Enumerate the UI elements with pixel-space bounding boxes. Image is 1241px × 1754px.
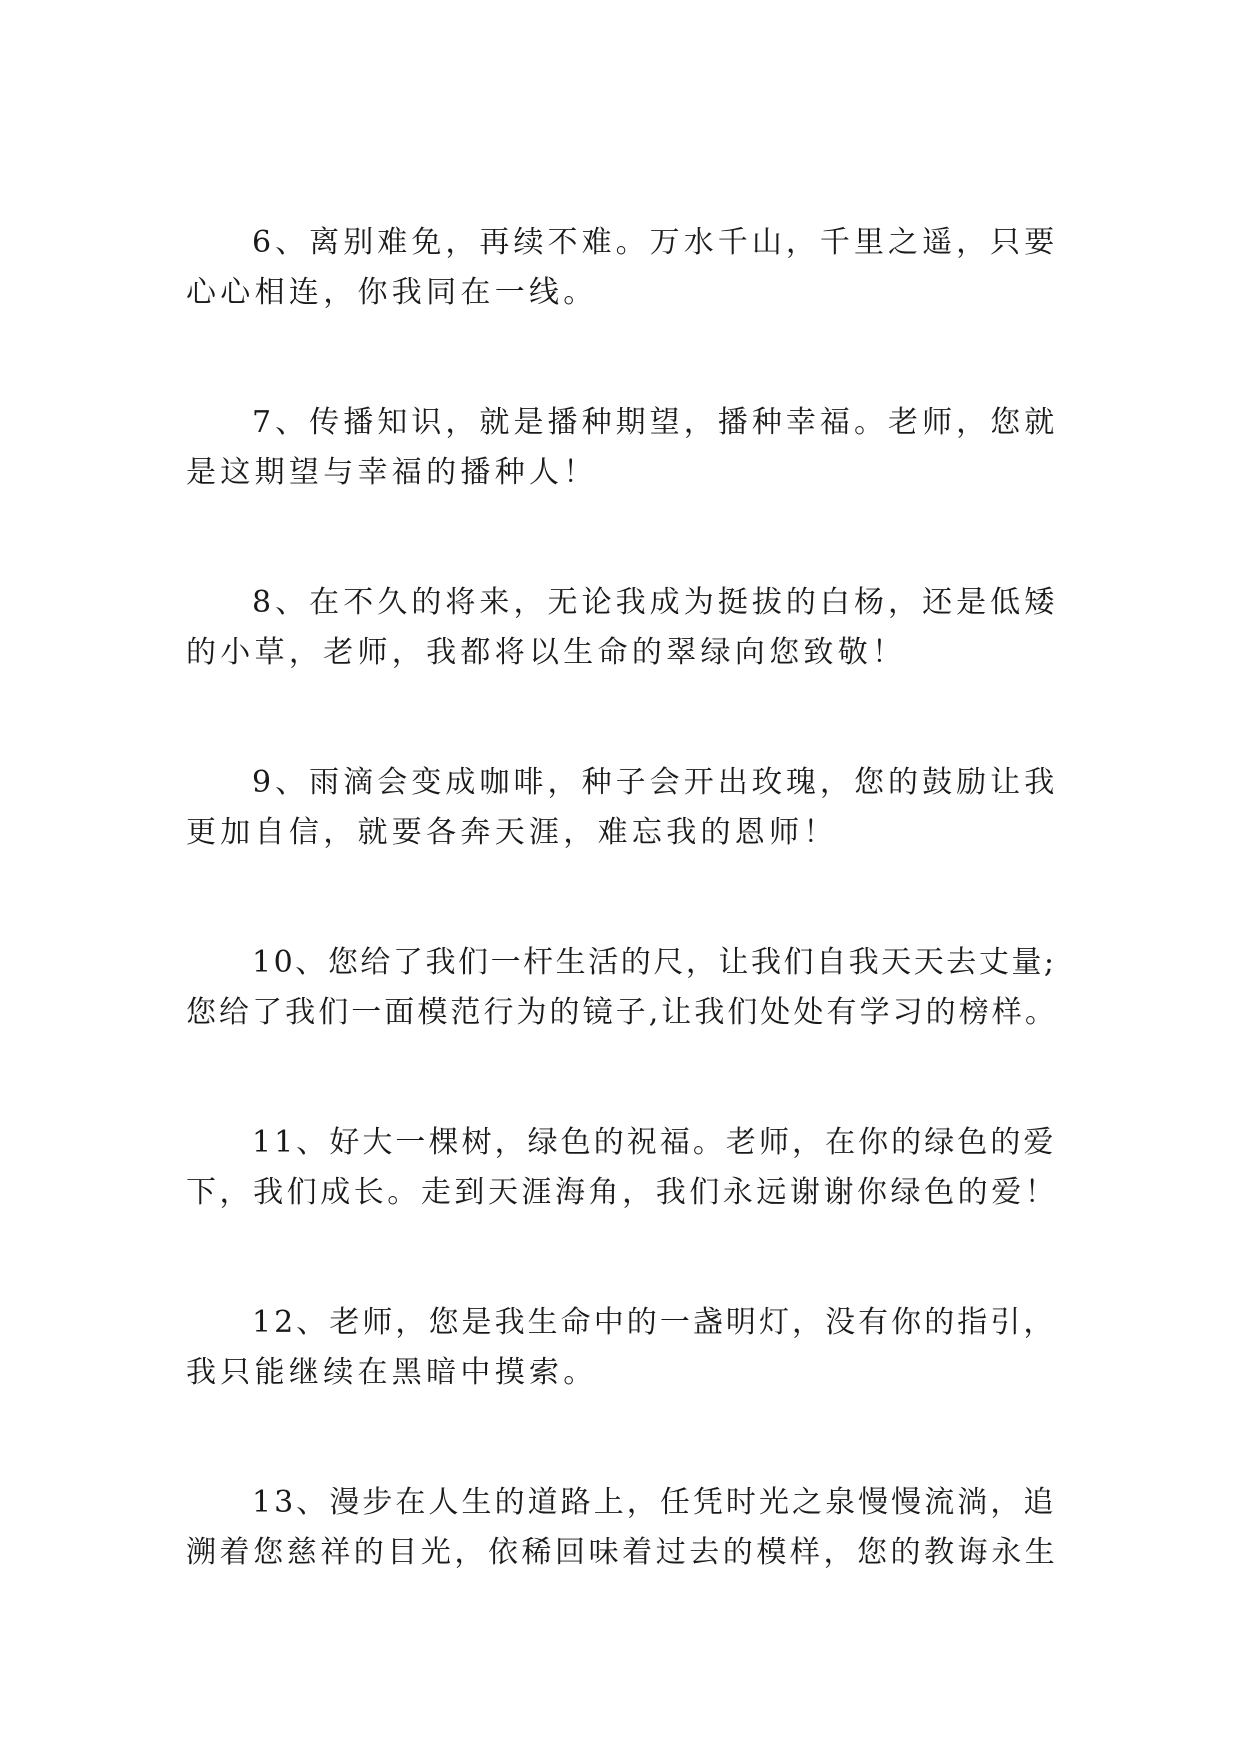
paragraph-7-line-2: 是这期望与幸福的播种人！ [186, 455, 598, 490]
paragraph-6-line-1: 6、离别难免，再续不难。万水千山，千里之遥，只要 [252, 225, 1059, 260]
paragraph-13-line-2: 溯着您慈祥的目光，依稀回味着过去的模样，您的教诲永生 [186, 1535, 1059, 1570]
paragraph-10-line-2: 您给了我们一面模范行为的镜子,让我们处处有学习的榜样。 [186, 995, 1058, 1030]
paragraph-11-line-2: 下，我们成长。走到天涯海角，我们永远谢谢你绿色的爱！ [186, 1175, 1059, 1210]
paragraph-9-line-2: 更加自信，就要各奔天涯，难忘我的恩师！ [186, 815, 838, 850]
paragraph-8-line-2: 的小草，老师，我都将以生命的翠绿向您致敬！ [186, 635, 907, 670]
paragraph-12-line-1: 12、老师，您是我生命中的一盏明灯，没有你的指引， [252, 1305, 1057, 1340]
paragraph-9-line-1: 9、雨滴会变成咖啡，种子会开出玫瑰，您的鼓励让我 [252, 765, 1059, 800]
paragraph-7-line-1: 7、传播知识，就是播种期望，播种幸福。老师，您就 [252, 405, 1059, 440]
paragraph-6-line-2: 心心相连，你我同在一线。 [186, 275, 598, 310]
paragraph-10-line-1: 10、您给了我们一杆生活的尺，让我们自我天天去丈量; [252, 945, 1057, 980]
paragraph-8-line-1: 8、在不久的将来，无论我成为挺拔的白杨，还是低矮 [252, 585, 1059, 620]
paragraph-11-line-1: 11、好大一棵树，绿色的祝福。老师，在你的绿色的爱 [252, 1125, 1057, 1160]
paragraph-13-line-1: 13、漫步在人生的道路上，任凭时光之泉慢慢流淌，追 [252, 1485, 1057, 1520]
paragraph-12-line-2: 我只能继续在黑暗中摸索。 [186, 1355, 598, 1390]
